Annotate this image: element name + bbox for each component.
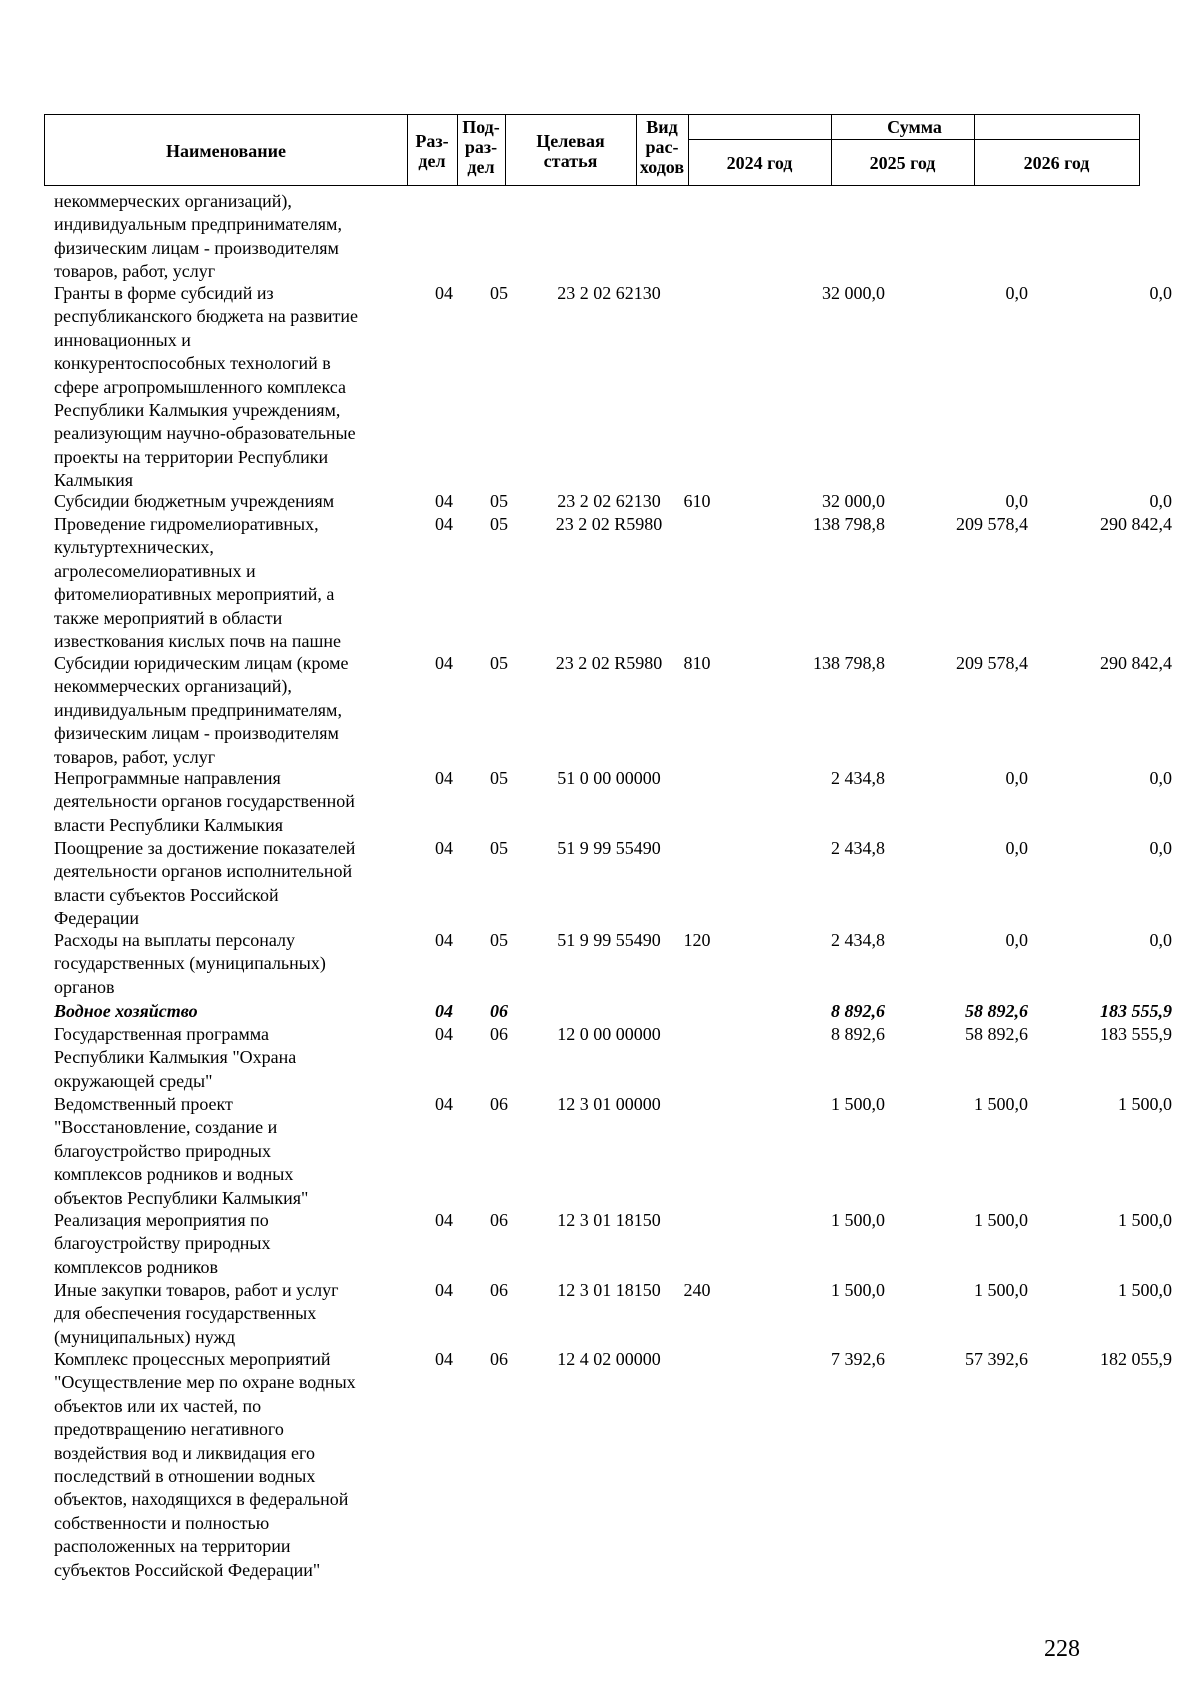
cell-name: Водное хозяйство [54,1001,198,1021]
cell-podrazdel: 06 [490,1210,508,1230]
cell-name: Субсидии бюджетным учреждениям [54,491,335,511]
cell-podrazdel: 05 [490,283,508,303]
cell-y2025: 0,0 [1005,283,1028,303]
cell-y2024: 7 392,6 [831,1349,885,1369]
cell-y2026: 183 555,9 [1100,1024,1172,1044]
cell-podrazdel: 06 [490,1001,508,1021]
cell-name: Непрограммные направления деятельности органов государственной власти Республики Калмыкия [54,768,355,835]
cell-target: 12 3 01 00000 [557,1094,661,1114]
cell-target: 23 2 02 R5980 [555,653,663,673]
cell-target: 12 3 01 18150 [557,1280,661,1300]
cell-podrazdel: 05 [490,838,508,858]
header-podrazdel: Под- раз- дел [462,117,500,177]
cell-razdel: 04 [435,514,453,534]
cell-y2025: 1 500,0 [974,1094,1028,1114]
cell-podrazdel: 05 [490,930,508,950]
cell-y2024: 32 000,0 [822,491,885,511]
cell-razdel: 04 [435,930,453,950]
cell-razdel: 04 [435,768,453,788]
cell-y2026: 0,0 [1149,491,1172,511]
header-sum: Сумма [887,117,942,137]
cell-y2025: 0,0 [1005,768,1028,788]
cell-target: 51 0 00 00000 [557,768,661,788]
cell-y2024: 138 798,8 [813,653,885,673]
cell-y2025: 1 500,0 [974,1210,1028,1230]
cell-y2025: 58 892,6 [965,1001,1028,1021]
cell-razdel: 04 [435,1280,453,1300]
cell-y2026: 0,0 [1149,768,1172,788]
header-divider [688,139,1139,140]
cell-podrazdel: 06 [490,1349,508,1369]
table-header [44,114,1140,186]
cell-podrazdel: 06 [490,1094,508,1114]
cell-podrazdel: 05 [490,491,508,511]
cell-target: 12 0 00 00000 [557,1024,661,1044]
cell-y2025: 0,0 [1005,930,1028,950]
cell-razdel: 04 [435,491,453,511]
cell-razdel: 04 [435,1001,453,1021]
header-target: Целевая статья [536,131,605,171]
cell-name: Ведомственный проект "Восстановление, создание и благоустройство природных комплексов родников и водных объектов Республики Калмыкия" [54,1094,309,1208]
cell-name: Проведение гидромелиоративных, культуртехнических, агролесомелиоративных и фитомелиоративных мероприятий, а также мероприятий в области известкования кислых почв на пашне [54,514,341,652]
cell-razdel: 04 [435,1349,453,1369]
cell-name: Комплекс процессных мероприятий "Осуществление мер по охране водных объектов или их частей, по предотвращению негативного воздействия вод и ликвидация его последствий в отношении водных объектов, находящихся в федеральной собственности и полностью расположенных на территории субъектов Российской Федерации" [54,1349,356,1580]
page-number: 228 [1044,1636,1080,1662]
cell-y2025: 0,0 [1005,491,1028,511]
cell-y2024: 138 798,8 [813,514,885,534]
cell-podrazdel: 06 [490,1280,508,1300]
cell-y2024: 8 892,6 [831,1001,885,1021]
header-razdel: Раз- дел [415,131,449,171]
cell-y2026: 0,0 [1149,283,1172,303]
cell-name: Гранты в форме субсидий из республиканского бюджета на развитие инновационных и конкурентоспособных технологий в сфере агропромышленного комплекса Республики Калмыкия учреждениям, реализующим научно-образовательные проекты на территории Республики Калмыкия [54,283,358,491]
cell-name: Поощрение за достижение показателей деятельности органов исполнительной власти субъектов Российской Федерации [54,838,356,929]
cell-razdel: 04 [435,1094,453,1114]
cell-y2026: 290 842,4 [1100,653,1172,673]
cell-name: Расходы на выплаты персоналу государственных (муниципальных) органов [54,930,326,997]
cell-y2026: 1 500,0 [1118,1094,1172,1114]
cell-vid: 240 [683,1280,711,1300]
cell-y2025: 1 500,0 [974,1280,1028,1300]
cell-target: 23 2 02 R5980 [555,514,663,534]
cell-vid: 610 [683,491,711,511]
header-year-2025: 2025 год [869,153,936,173]
cell-podrazdel: 06 [490,1024,508,1044]
cell-y2026: 0,0 [1149,838,1172,858]
cell-y2025: 0,0 [1005,838,1028,858]
cell-y2026: 0,0 [1149,930,1172,950]
cell-podrazdel: 05 [490,768,508,788]
cell-y2025: 57 392,6 [965,1349,1028,1369]
cell-y2024: 1 500,0 [831,1280,885,1300]
cell-razdel: 04 [435,838,453,858]
cell-name: Субсидии юридическим лицам (кроме некоммерческих организаций), индивидуальным предпринимателям, физическим лицам - производителям товаров, работ, услуг [54,653,349,767]
cell-razdel: 04 [435,653,453,673]
header-year-2024: 2024 год [726,153,793,173]
cell-y2024: 1 500,0 [831,1210,885,1230]
cell-target: 51 9 99 55490 [557,930,661,950]
cell-target: 12 4 02 00000 [557,1349,661,1369]
cell-target: 23 2 02 62130 [557,491,661,511]
header-name: Наименование [166,141,286,161]
cell-target: 12 3 01 18150 [557,1210,661,1230]
cell-vid: 120 [683,930,711,950]
header-year-2026: 2026 год [1023,153,1090,173]
cell-y2026: 183 555,9 [1100,1001,1172,1021]
cell-y2024: 2 434,8 [831,838,885,858]
cell-razdel: 04 [435,1024,453,1044]
cell-name: некоммерческих организаций), индивидуальным предпринимателям, физическим лицам - производителям товаров, работ, услуг [54,191,342,282]
cell-y2024: 1 500,0 [831,1094,885,1114]
cell-y2026: 1 500,0 [1118,1280,1172,1300]
cell-y2025: 209 578,4 [956,653,1028,673]
cell-y2024: 2 434,8 [831,768,885,788]
cell-target: 23 2 02 62130 [557,283,661,303]
cell-y2025: 209 578,4 [956,514,1028,534]
cell-vid: 810 [683,653,711,673]
cell-podrazdel: 05 [490,514,508,534]
cell-podrazdel: 05 [490,653,508,673]
cell-razdel: 04 [435,1210,453,1230]
cell-name: Государственная программа Республики Калмыкия "Охрана окружающей среды" [54,1024,297,1091]
cell-y2024: 8 892,6 [831,1024,885,1044]
cell-name: Иные закупки товаров, работ и услуг для обеспечения государственных (муниципальных) нужд [54,1280,339,1347]
cell-y2026: 1 500,0 [1118,1210,1172,1230]
cell-y2024: 32 000,0 [822,283,885,303]
cell-name: Реализация мероприятия по благоустройству природных комплексов родников [54,1210,271,1277]
header-vid: Вид рас- ходов [639,117,685,177]
cell-y2026: 182 055,9 [1100,1349,1172,1369]
cell-razdel: 04 [435,283,453,303]
cell-y2024: 2 434,8 [831,930,885,950]
cell-y2025: 58 892,6 [965,1024,1028,1044]
cell-target: 51 9 99 55490 [557,838,661,858]
cell-y2026: 290 842,4 [1100,514,1172,534]
